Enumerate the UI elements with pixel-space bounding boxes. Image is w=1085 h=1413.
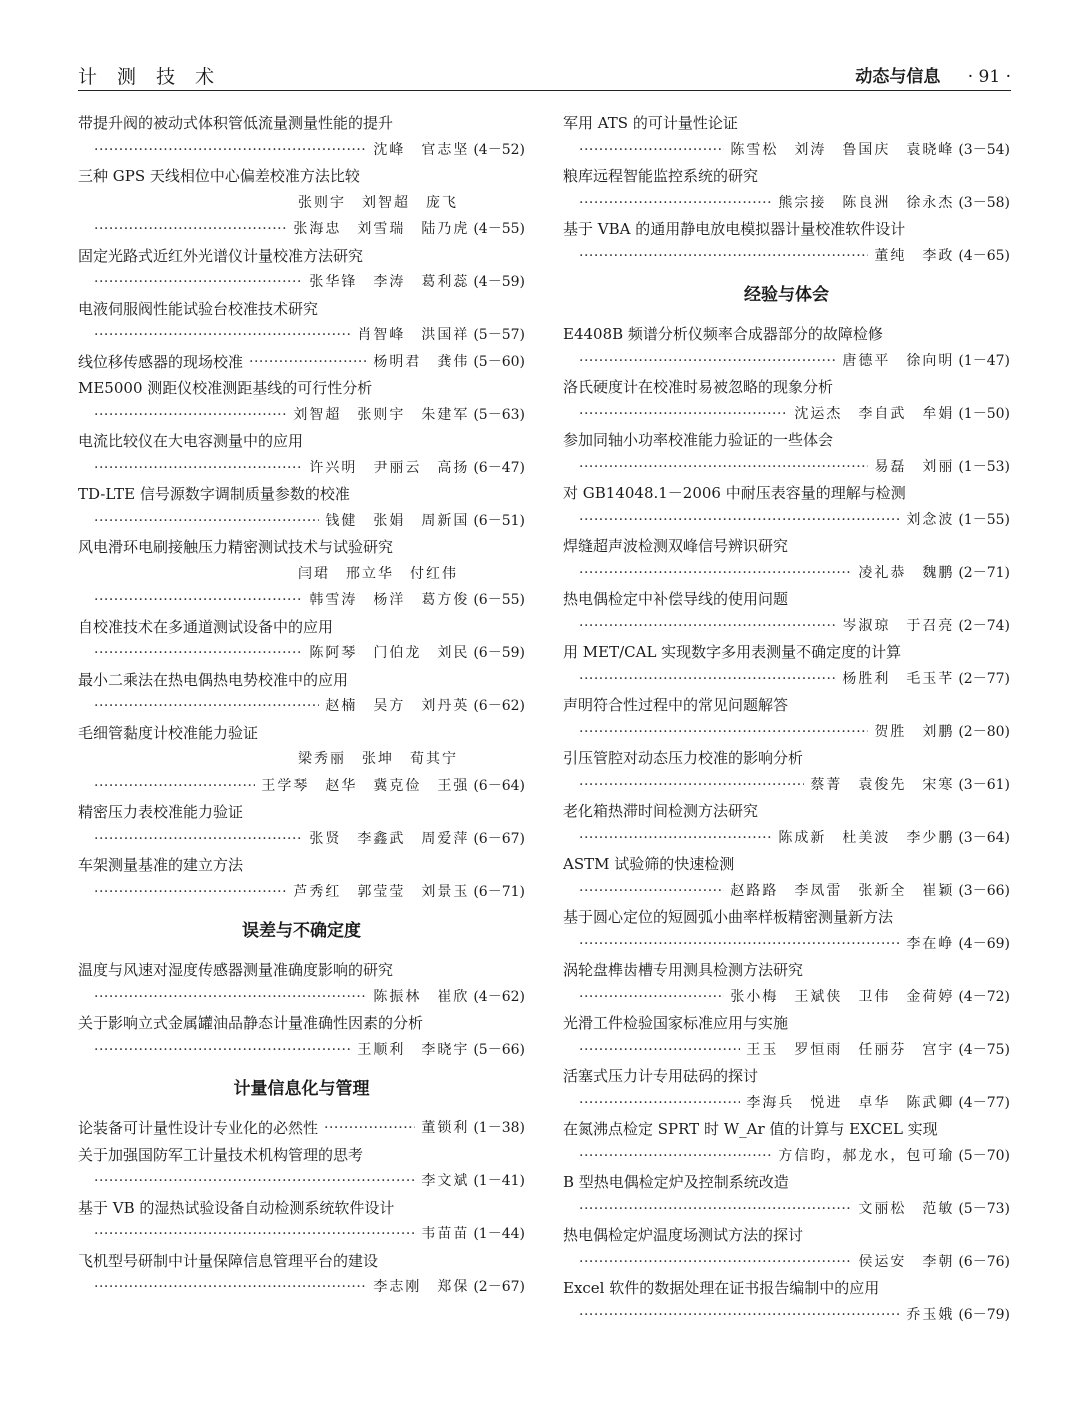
entry-ref: (2－80) xyxy=(958,723,1010,740)
entry-ref: (3－64) xyxy=(958,829,1010,846)
entry-author-line xyxy=(563,243,1010,270)
leader-dots xyxy=(579,1143,772,1170)
toc-entry xyxy=(563,639,1010,692)
leader-dots xyxy=(579,878,724,905)
entry-authors: 肖智峰 洪国祥 xyxy=(357,327,470,343)
entry-title: 车架测量基准的建立方法 xyxy=(78,856,244,874)
entry-authors: 钱健 张娟 周新国 xyxy=(325,512,470,529)
entry-ref: (6－47) xyxy=(473,459,525,476)
entry-author-line xyxy=(78,773,525,800)
entry-author-line xyxy=(563,1143,1010,1170)
leader-dots xyxy=(94,879,287,906)
entry-title: 关于影响立式金属罐油品静态计量准确性因素的分析 xyxy=(78,1014,424,1032)
toc-entry xyxy=(563,1063,1010,1116)
entry-authors: 李海兵 悦进 卓华 陈武卿 xyxy=(746,1094,955,1111)
entry-author-line xyxy=(78,508,525,535)
toc-entry xyxy=(563,216,1010,269)
entry-authors: 张华锋 李涛 葛利蕊 xyxy=(309,274,470,290)
leader-dots xyxy=(94,1037,351,1064)
leader-dots xyxy=(94,322,351,349)
entry-authors: 沈峰 官志坚 xyxy=(373,141,470,158)
entry-authors: 陈成新 杜美波 李少鹏 xyxy=(778,829,955,846)
toc-entry xyxy=(563,1275,1010,1328)
leader-dots xyxy=(579,1302,900,1329)
entry-ref: (1－47) xyxy=(958,352,1010,369)
journal-name: 计 测 技 术 xyxy=(78,66,222,88)
toc-entry xyxy=(563,1116,1010,1169)
entry-title: 活塞式压力计专用砝码的探讨 xyxy=(563,1067,759,1085)
header-right xyxy=(855,62,1011,87)
entry-ref: (6－79) xyxy=(958,1306,1010,1323)
toc-entry xyxy=(563,374,1010,427)
entry-author-line xyxy=(563,1302,1010,1329)
entry-authors-extra: 闫珺 邢立华 付红伟 xyxy=(298,565,458,582)
toc-entry xyxy=(78,1195,525,1248)
entry-authors: 张贤 李鑫武 周爱萍 xyxy=(309,830,470,847)
entry-authors-extra: 张则宇 刘智超 庞飞 xyxy=(298,194,458,211)
entry-title: 基于 VB 的湿热试验设备自动检测系统软件设计 xyxy=(78,1198,395,1217)
toc-entry xyxy=(563,1222,1010,1275)
right-group-1 xyxy=(563,110,1010,269)
entry-author-line xyxy=(563,984,1010,1011)
entry-authors: 贺胜 刘鹏 xyxy=(874,723,955,740)
toc-entry xyxy=(78,799,525,852)
leader-dots xyxy=(94,826,303,853)
entry-ref: (6－62) xyxy=(473,698,525,714)
toc-entry xyxy=(563,1169,1010,1222)
toc-entry xyxy=(563,533,1010,586)
leader-dots xyxy=(579,243,868,270)
entry-ref: (2－77) xyxy=(958,670,1010,687)
entry-author-line xyxy=(78,984,525,1011)
entry-author-line xyxy=(563,348,1010,375)
left-group-4 xyxy=(78,1142,525,1301)
entry-authors: 文丽松 范敏 xyxy=(858,1200,955,1217)
entry-authors: 王学琴 赵华 冀克俭 王强 xyxy=(261,777,470,794)
entry-authors: 王顺利 李晓宇 xyxy=(357,1041,470,1058)
entry-authors: 杨胜利 毛玉芊 xyxy=(842,670,955,687)
leader-dots xyxy=(579,931,900,958)
toc-entry xyxy=(78,852,525,905)
entry-title: 老化箱热滞时间检测方法研究 xyxy=(563,802,759,820)
entry-ref: (6－71) xyxy=(473,883,525,900)
page-header xyxy=(78,62,1011,91)
toc-entry xyxy=(78,349,525,376)
entry-title: 电流比较仪在大电容测量中的应用 xyxy=(78,432,304,450)
entry-ref: (4－77) xyxy=(958,1094,1010,1111)
entry-author-line xyxy=(563,613,1010,640)
toc-entry xyxy=(563,321,1010,374)
leader-dots xyxy=(579,772,804,799)
toc-entry xyxy=(78,1248,525,1301)
entry-author-line xyxy=(563,507,1010,534)
entry-author-line xyxy=(78,1221,525,1248)
entry-title: 自校准技术在多通道测试设备中的应用 xyxy=(78,617,334,636)
toc-entry xyxy=(78,1115,525,1142)
entry-authors: 杨明君 龚伟 xyxy=(373,353,470,370)
entry-ref: (1－50) xyxy=(958,405,1010,422)
toc-entry xyxy=(563,957,1010,1010)
entry-author-line xyxy=(78,322,525,349)
entry-ref: (2－67) xyxy=(473,1279,525,1295)
entry-ref: (3－58) xyxy=(958,194,1010,211)
leader-dots xyxy=(579,825,772,852)
leader-dots xyxy=(94,1221,415,1248)
entry-author-line xyxy=(563,1037,1010,1064)
toc-entry xyxy=(78,243,525,296)
entry-ref: (4－52) xyxy=(473,141,525,158)
entry-authors: 董锁利 xyxy=(421,1120,470,1136)
entry-title: ME5000 测距仪校准测距基线的可行性分析 xyxy=(78,379,373,397)
entry-title: 参加同轴小功率校准能力验证的一些体会 xyxy=(563,431,834,449)
entry-title: 三种 GPS 天线相位中心偏差校准方法比较 xyxy=(78,167,360,185)
entry-authors: 张海忠 刘雪瑞 陆乃虎 xyxy=(293,221,470,237)
entry-authors-extra: 梁秀丽 张坤 荀其宁 xyxy=(298,751,458,767)
entry-title: ASTM 试验筛的快速检测 xyxy=(563,855,735,873)
toc-entry xyxy=(563,692,1010,745)
leader-dots xyxy=(249,349,367,376)
entry-ref: (3－66) xyxy=(958,882,1010,899)
entry-title: 粮库远程智能监控系统的研究 xyxy=(563,167,759,185)
entry-authors: 方信昀，郝龙水，包可瑜 xyxy=(778,1147,955,1164)
toc-entry xyxy=(563,745,1010,798)
leader-dots xyxy=(94,455,303,482)
entry-ref: (3－54) xyxy=(958,141,1010,158)
entry-authors: 刘念波 xyxy=(906,511,955,528)
entry-ref: (4－59) xyxy=(473,274,525,290)
toc-entry xyxy=(78,534,525,614)
entry-title: 论装备可计量性设计专业化的必然性 xyxy=(78,1119,319,1137)
leader-dots xyxy=(324,1115,415,1142)
entry-authors: 陈雪松 刘涛 鲁国庆 袁晓峰 xyxy=(730,141,955,158)
leader-dots xyxy=(579,719,868,746)
toc-entry xyxy=(78,375,525,428)
leader-dots xyxy=(579,1037,740,1064)
entry-author-line xyxy=(563,825,1010,852)
entry-author-line xyxy=(563,190,1010,217)
entry-authors: 许兴明 尹丽云 高扬 xyxy=(309,459,470,476)
entry-author-line xyxy=(78,269,525,296)
entry-authors: 熊宗接 陈良洲 徐永杰 xyxy=(778,194,955,211)
entry-authors: 沈运杰 李自武 牟娟 xyxy=(794,405,955,422)
entry-ref: (5－73) xyxy=(958,1200,1010,1217)
entry-author-line xyxy=(78,587,525,614)
entry-authors: 蔡菁 袁俊先 宋寒 xyxy=(810,776,955,793)
entry-ref: (5－63) xyxy=(473,406,525,423)
entry-author-line xyxy=(78,216,525,243)
entry-ref: (4－75) xyxy=(958,1041,1010,1058)
toc-entry xyxy=(563,163,1010,216)
entry-authors: 芦秀红 郭莹莹 刘景玉 xyxy=(293,883,470,900)
entry-author-line xyxy=(78,1037,525,1064)
entry-ref: (4－72) xyxy=(958,988,1010,1005)
entry-ref: (1－38) xyxy=(473,1120,525,1136)
entry-title: 洛氏硬度计在校准时易被忽略的现象分析 xyxy=(563,378,834,396)
leader-dots xyxy=(579,666,836,693)
entry-title: 温度与风速对湿度传感器测量准确度影响的研究 xyxy=(78,961,394,979)
entry-authors: 陈阿琴 门伯龙 刘民 xyxy=(309,645,470,661)
entry-authors: 岑淑琼 于召亮 xyxy=(842,617,955,634)
leader-dots xyxy=(579,1196,852,1223)
toc-entry xyxy=(78,481,525,534)
left-group-1 xyxy=(78,110,525,349)
entry-authors: 乔玉娥 xyxy=(906,1306,955,1323)
entry-author-line xyxy=(78,640,525,667)
left-group-3 xyxy=(78,957,525,1063)
toc-entry xyxy=(563,798,1010,851)
entry-title: Excel 软件的数据处理在证书报告编制中的应用 xyxy=(563,1279,880,1297)
leader-dots xyxy=(579,454,868,481)
left-column xyxy=(78,110,525,1301)
entry-author-line xyxy=(78,879,525,906)
entry-title: 精密压力表校准能力验证 xyxy=(78,803,244,821)
entry-ref: (5－66) xyxy=(473,1041,525,1058)
entry-authors: 李在峥 xyxy=(906,935,955,952)
leader-dots xyxy=(579,1249,852,1276)
entry-author-line xyxy=(563,454,1010,481)
entry-ref: (5－57) xyxy=(473,327,525,343)
leader-dots xyxy=(579,348,836,375)
leader-dots xyxy=(94,587,303,614)
entry-author-line xyxy=(563,719,1010,746)
entry-author-line xyxy=(563,931,1010,958)
entry-ref: (6－55) xyxy=(473,592,525,608)
entry-title: 军用 ATS 的可计量性论证 xyxy=(563,114,738,132)
entry-authors: 刘智超 张则宇 朱建军 xyxy=(293,406,470,423)
entry-title: 热电偶检定炉温度场测试方法的探讨 xyxy=(563,1226,804,1244)
entry-author-line xyxy=(78,1274,525,1301)
entry-ref: (4－55) xyxy=(473,221,525,237)
entry-author-line xyxy=(563,560,1010,587)
entry-authors: 韦苗苗 xyxy=(421,1226,470,1242)
toc-entry xyxy=(78,296,525,349)
entry-authors: 凌礼恭 魏鹏 xyxy=(858,564,955,581)
section-heading-error: 误差与不确定度 xyxy=(242,921,361,941)
toc-entry xyxy=(563,851,1010,904)
entry-ref: (3－61) xyxy=(958,776,1010,793)
entry-authors: 张小梅 王斌侠 卫伟 金荷婷 xyxy=(730,988,955,1005)
leader-dots xyxy=(94,1168,415,1195)
entry-title: 焊缝超声波检测双峰信号辨识研究 xyxy=(563,537,789,555)
toc-entry xyxy=(563,586,1010,639)
entry-authors: 王玉 罗恒雨 任丽芬 宫宇 xyxy=(746,1041,955,1058)
entry-author-line xyxy=(563,1090,1010,1117)
toc-entry xyxy=(563,110,1010,163)
entry-authors: 赵路路 李凤雷 张新全 崔颖 xyxy=(730,882,955,899)
toc-entry xyxy=(78,614,525,667)
entry-title: 光滑工件检验国家标准应用与实施 xyxy=(563,1014,789,1032)
entry-title: 毛细管黏度计校准能力验证 xyxy=(78,723,259,742)
entry-authors: 陈振林 崔欣 xyxy=(373,988,470,1005)
leader-dots xyxy=(579,507,900,534)
entry-author-line xyxy=(78,1168,525,1195)
leader-dots xyxy=(579,401,788,428)
leader-dots xyxy=(579,613,836,640)
entry-author-line xyxy=(78,693,525,720)
toc-entry xyxy=(563,480,1010,533)
right-group-2 xyxy=(563,321,1010,1328)
entry-title: E4408B 频谱分析仪频率合成器部分的故障检修 xyxy=(563,325,883,343)
entry-title: 电液伺服阀性能试验台校准技术研究 xyxy=(78,299,319,318)
entry-title: 关于加强国防军工计量技术机构管理的思考 xyxy=(78,1145,364,1164)
leader-dots xyxy=(94,984,367,1011)
entry-authors: 李志刚 郑保 xyxy=(373,1279,470,1295)
entry-title: 飞机型号研制中计量保障信息管理平台的建设 xyxy=(78,1251,379,1270)
entry-title: 基于 VBA 的通用静电放电模拟器计量校准软件设计 xyxy=(563,220,906,238)
toc-entry xyxy=(78,1142,525,1195)
toc-entry xyxy=(78,163,525,243)
entry-title: 最小二乘法在热电偶热电势校准中的应用 xyxy=(78,670,349,689)
toc-entry xyxy=(78,720,525,800)
entry-title: 线位移传感器的现场校准 xyxy=(78,352,244,371)
entry-title: 在氮沸点检定 SPRT 时 W_Ar 值的计算与 EXCEL 实现 xyxy=(563,1120,938,1138)
entry-ref: (1－53) xyxy=(958,458,1010,475)
toc-entry xyxy=(78,957,525,1010)
entry-ref: (5－60) xyxy=(473,353,525,370)
entry-title: 风电滑环电刷接触压力精密测试技术与试验研究 xyxy=(78,538,394,556)
leader-dots xyxy=(94,402,287,429)
toc-entry xyxy=(78,1010,525,1063)
entry-authors: 韩雪涛 杨洋 葛方俊 xyxy=(309,592,470,608)
leader-dots xyxy=(579,560,852,587)
leader-dots xyxy=(94,773,255,800)
toc-entry xyxy=(563,904,1010,957)
entry-author-line xyxy=(563,137,1010,164)
entry-title: 带提升阀的被动式体积管低流量测量性能的提升 xyxy=(78,114,394,132)
toc-entry xyxy=(78,667,525,720)
toc-entry xyxy=(563,427,1010,480)
entry-author-line xyxy=(78,455,525,482)
entry-author-line xyxy=(563,1196,1010,1223)
entry-author-line xyxy=(78,402,525,429)
entry-ref: (6－76) xyxy=(958,1253,1010,1270)
entry-author-line xyxy=(78,826,525,853)
left-group-2 xyxy=(78,375,525,905)
entry-authors: 董纯 李政 xyxy=(874,247,955,264)
toc-entry xyxy=(78,428,525,481)
page-number: · 91 · xyxy=(967,67,1011,87)
leader-dots xyxy=(94,216,287,243)
entry-ref: (4－69) xyxy=(958,935,1010,952)
entry-authors: 唐德平 徐向明 xyxy=(842,352,955,369)
section-heading-experience: 经验与体会 xyxy=(744,285,829,305)
entry-ref: (1－55) xyxy=(958,511,1010,528)
entry-title: TD-LTE 信号源数字调制质量参数的校准 xyxy=(78,485,350,503)
entry-author-line xyxy=(563,666,1010,693)
entry-ref: (4－65) xyxy=(958,247,1010,264)
leader-dots xyxy=(94,1274,367,1301)
leader-dots xyxy=(94,137,367,164)
leader-dots xyxy=(94,269,303,296)
entry-authors: 李文斌 xyxy=(421,1173,470,1189)
entry-ref: (1－44) xyxy=(473,1226,525,1242)
entry-author-line xyxy=(563,401,1010,428)
entry-title: 引压管腔对动态压力校准的影响分析 xyxy=(563,749,804,767)
leader-dots xyxy=(579,984,724,1011)
entry-title: 用 MET/CAL 实现数字多用表测量不确定度的计算 xyxy=(563,643,902,661)
entry-authors: 易磊 刘丽 xyxy=(874,458,955,475)
leader-dots xyxy=(579,1090,740,1117)
entry-ref: (2－74) xyxy=(958,617,1010,634)
entry-ref: (1－41) xyxy=(473,1173,525,1189)
entry-title: 热电偶检定中补偿导线的使用问题 xyxy=(563,590,789,608)
entry-title: B 型热电偶检定炉及控制系统改造 xyxy=(563,1173,789,1191)
entry-ref: (6－67) xyxy=(473,830,525,847)
entry-ref: (6－64) xyxy=(473,777,525,794)
entry-author-line xyxy=(563,772,1010,799)
entry-author-line xyxy=(563,1249,1010,1276)
entry-author-line xyxy=(563,878,1010,905)
leader-dots xyxy=(94,640,303,667)
entry-ref: (5－70) xyxy=(958,1147,1010,1164)
leader-dots xyxy=(579,190,772,217)
entry-title: 声明符合性过程中的常见问题解答 xyxy=(563,696,789,714)
entry-ref: (4－62) xyxy=(473,988,525,1005)
entry-ref: (6－51) xyxy=(473,512,525,529)
leader-dots xyxy=(94,693,319,720)
leader-dots xyxy=(94,508,319,535)
entry-authors: 赵楠 吴方 刘丹英 xyxy=(325,698,470,714)
entry-ref: (2－71) xyxy=(958,564,1010,581)
right-column xyxy=(563,110,1010,1328)
leader-dots xyxy=(579,137,724,164)
entry-ref: (6－59) xyxy=(473,645,525,661)
entry-title: 涡轮盘榫齿槽专用测具检测方法研究 xyxy=(563,961,804,979)
entry-author-line xyxy=(78,137,525,164)
entry-title: 基于圆心定位的短圆弧小曲率样板精密测量新方法 xyxy=(563,908,894,926)
toc-entry xyxy=(563,1010,1010,1063)
toc-entry xyxy=(78,110,525,163)
entry-title: 固定光路式近红外光谱仪计量校准方法研究 xyxy=(78,246,364,265)
entry-authors: 侯运安 李朝 xyxy=(858,1253,955,1270)
section-heading-info: 计量信息化与管理 xyxy=(233,1079,370,1099)
header-section: 动态与信息 xyxy=(855,67,941,87)
entry-title: 对 GB14048.1－2006 中耐压表容量的理解与检测 xyxy=(563,484,906,502)
